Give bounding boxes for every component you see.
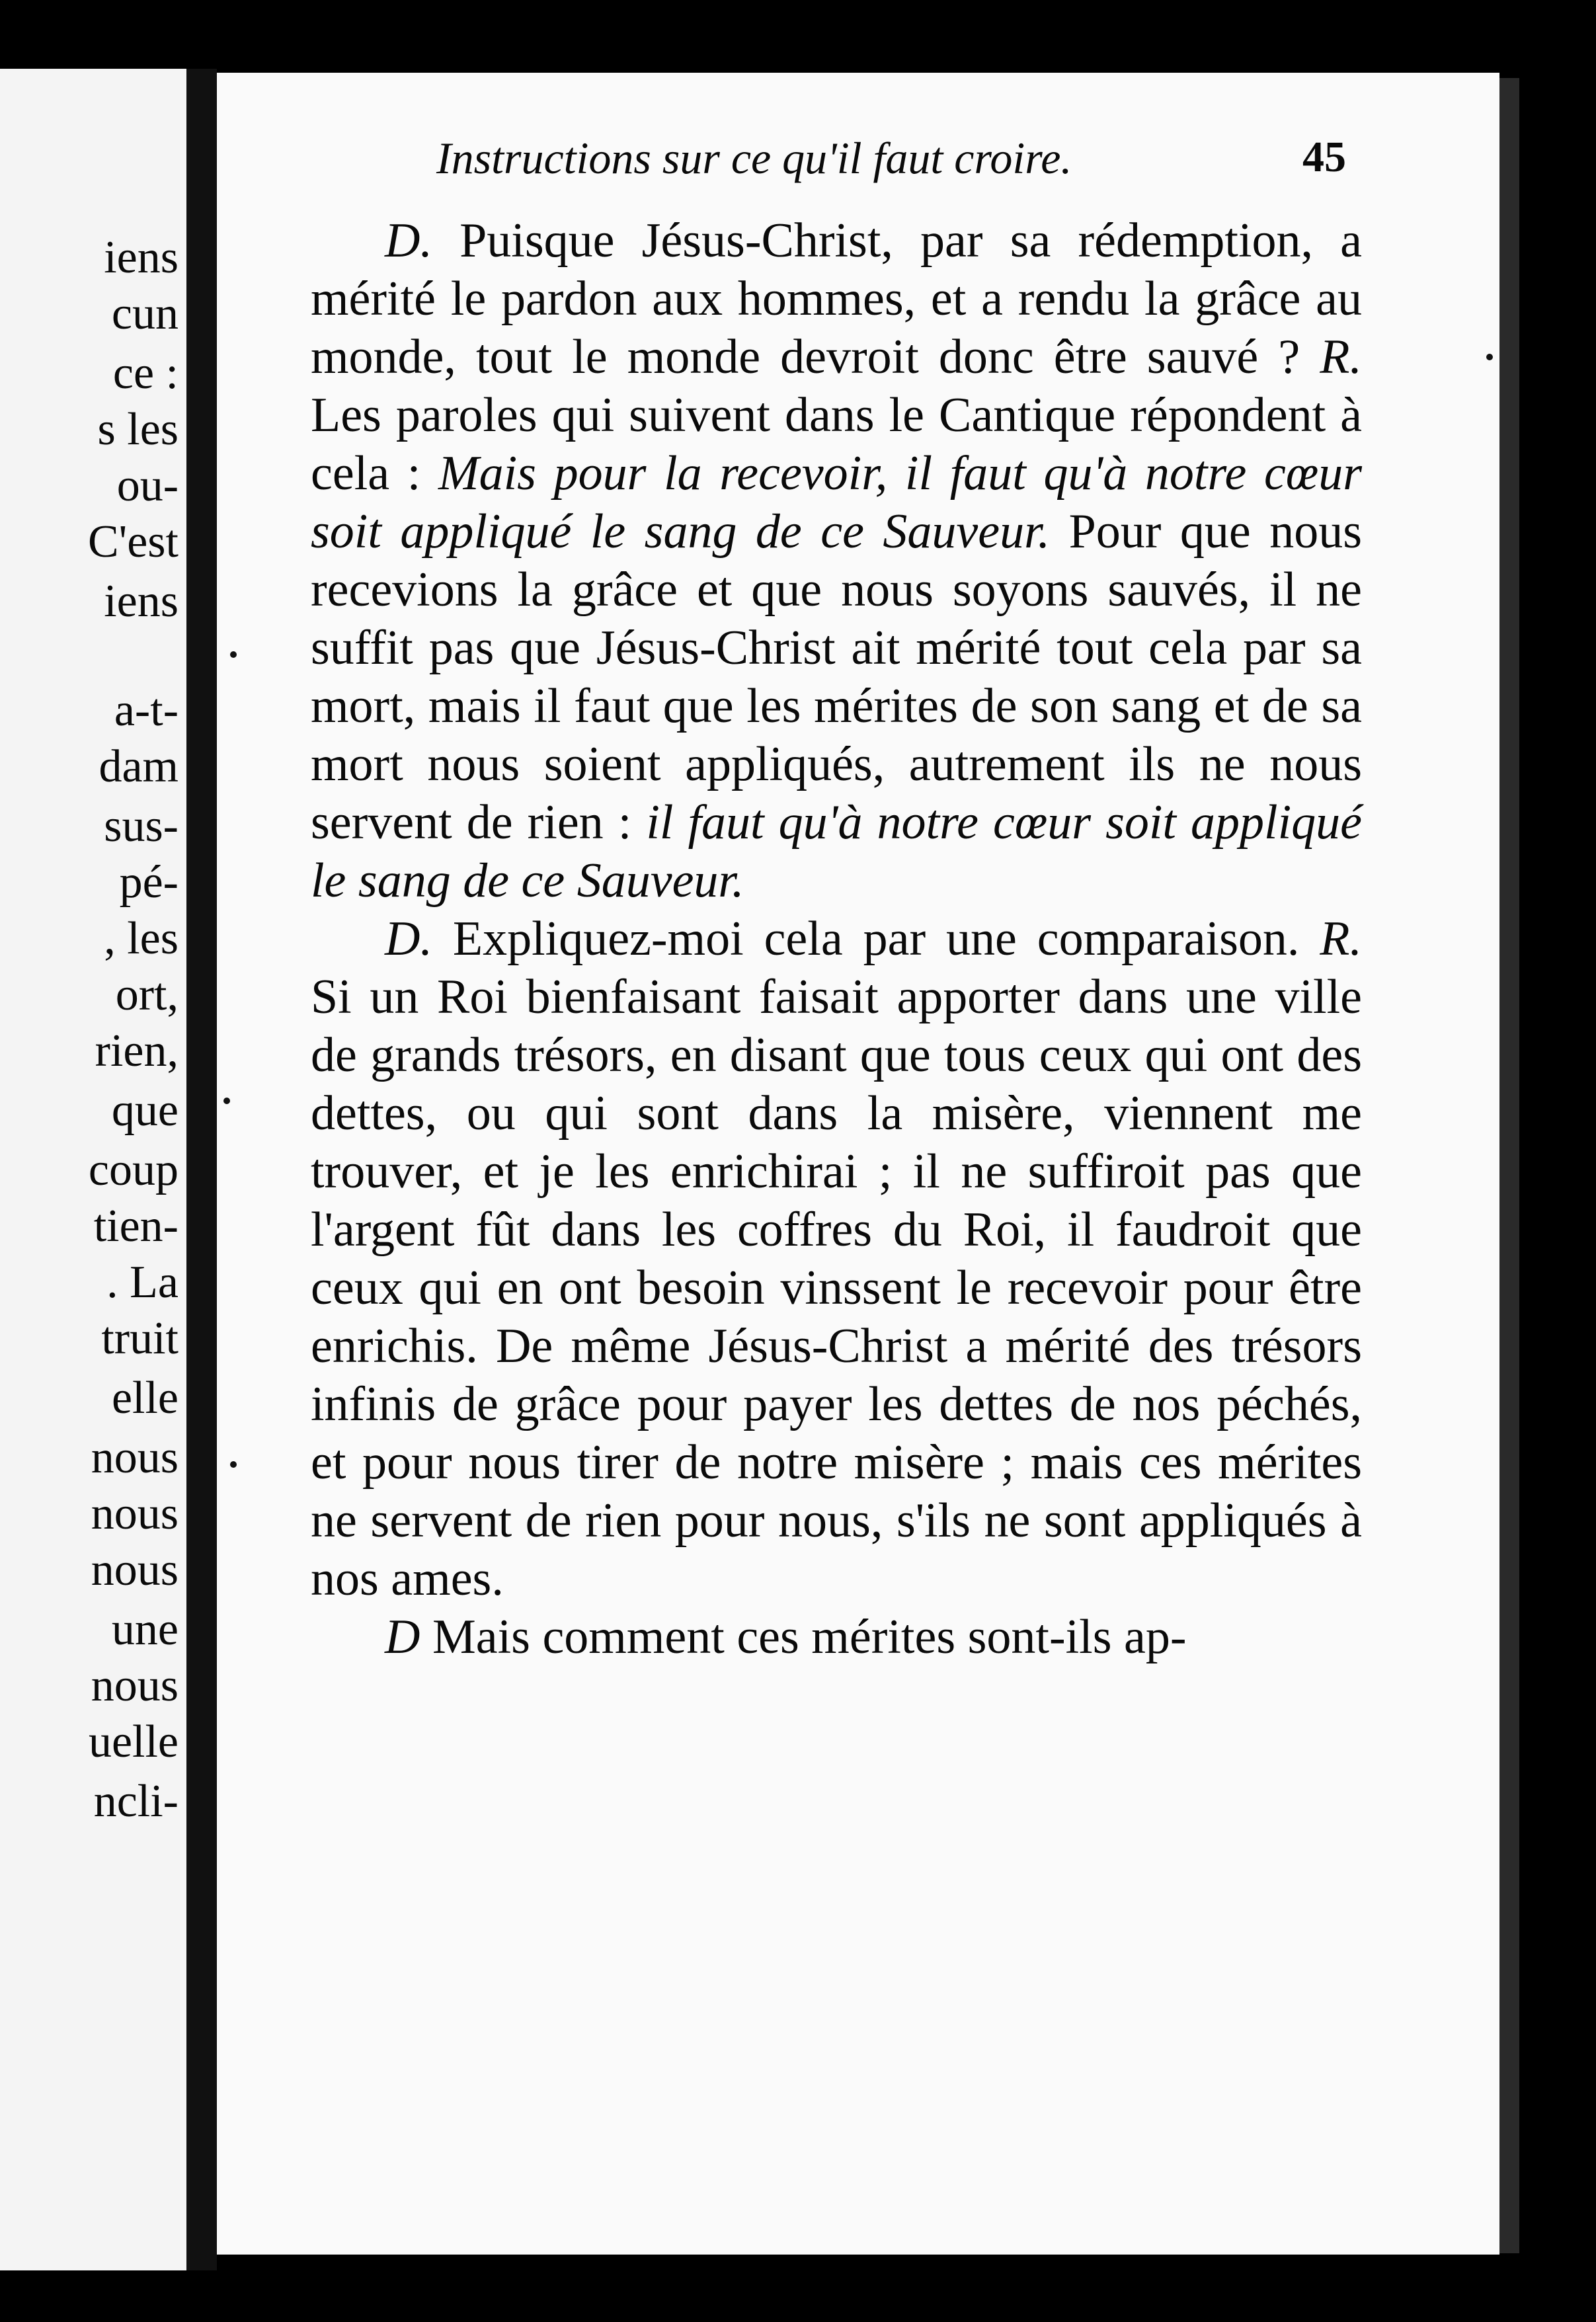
- answer-marker: R.: [1320, 330, 1362, 384]
- page-number: 45: [1302, 133, 1346, 181]
- left-page-fragment-line: a-t-: [114, 685, 179, 736]
- left-page-fragment-line: nous: [91, 1488, 179, 1539]
- question-marker: D.: [385, 214, 432, 268]
- left-page-fragment-line: . La: [106, 1257, 179, 1308]
- answer-quote: Mais pour la recevoir, il faut qu'à notre cœur soit appliqué le sang de ce Sauveur.: [311, 446, 1363, 559]
- left-page-fragment-line: tien-: [93, 1201, 179, 1252]
- question-marker: D.: [385, 912, 432, 966]
- answer-text: Si un Roi bienfaisant faisait apporter dans une ville de grands trésors, en disant que tous ceux qui ont des dettes, ou qui sont dans la misère, viennent me trouver, et je les enrichirai ; il ne suffiroit pas que l'argent fût dans les coffres du Roi, il faudroit que ceux qui en ont besoin vinssent le recevoir pour être enrichis. De même Jésus-Christ a mérité des trésors infinis de grâce pour payer les dettes de nos péchés, et pour nous tirer de notre misère ; mais ces mérites ne servent de rien pour nous, s'ils ne sont appliqués à nos ames.: [311, 970, 1362, 1606]
- left-page-fragment-line: une: [111, 1604, 179, 1655]
- left-page-fragment-line: cun: [111, 288, 179, 339]
- margin-speck: [1486, 354, 1493, 360]
- question-text: Mais comment ces mérites sont-ils ap-: [420, 1610, 1187, 1664]
- left-page-fragment-line: C'est: [87, 516, 179, 567]
- left-page-fragment-line: ort,: [115, 969, 179, 1020]
- answer-text: Les paroles qui suivent dans le Cantique répondent à cela :: [311, 388, 1362, 500]
- question-text: Expliquez-moi cela par une comparaison.: [432, 912, 1320, 966]
- left-page-fragment-line: , les: [104, 913, 179, 964]
- left-page-fragment-line: nous: [91, 1660, 179, 1711]
- left-page-fragment-line: nous: [91, 1544, 179, 1595]
- left-page-fragment-line: s les: [97, 404, 179, 455]
- left-page-fragment-line: uelle: [88, 1716, 179, 1767]
- left-page-fragment-line: pé-: [119, 857, 179, 908]
- page-edge-shadow: [1499, 78, 1519, 2253]
- page-body: [311, 212, 1362, 1666]
- page-header: [436, 132, 1369, 192]
- paragraph-2: [311, 910, 1362, 1608]
- answer-text-continued: Pour que nous recevions la grâce et que nous soyons sauvés, il ne suffit pas que Jésus-Christ ait mérité tout cela par sa mort, mais il faut que les mérites de son sang et de sa mort nous soient appliqués, autrement ils ne nous servent de rien :: [311, 504, 1362, 850]
- paragraph-3: [311, 1608, 1362, 1666]
- left-page-fragment-line: iens: [104, 576, 179, 627]
- left-page-fragment-line: truit: [101, 1313, 179, 1364]
- book-gutter: [186, 69, 217, 2270]
- left-page-fragment-line: rien,: [95, 1025, 179, 1076]
- margin-speck: [230, 651, 237, 658]
- left-page-fragment-line: iens: [104, 232, 179, 283]
- left-page-fragment: [0, 69, 186, 2270]
- left-page-fragment-line: ce :: [112, 348, 179, 399]
- paragraph-1: [311, 212, 1362, 910]
- margin-speck: [223, 1098, 230, 1104]
- left-page-fragment-line: ncli-: [93, 1776, 179, 1827]
- left-page-fragment-line: que: [111, 1085, 179, 1136]
- left-page-fragment-line: ou-: [116, 460, 179, 511]
- answer-quote-repeat: il faut qu'à notre cœur soit appliqué le sang de ce Sauveur.: [311, 795, 1363, 908]
- question-text: Puisque Jésus-Christ, par sa rédemption, a mérité le pardon aux hommes, et a rendu la grâce au monde, tout le monde devroit donc être sauvé ?: [311, 214, 1362, 384]
- left-page-fragment-line: dam: [99, 741, 179, 792]
- left-page-fragment-line: sus-: [104, 801, 179, 852]
- left-page-fragment-line: elle: [111, 1373, 179, 1423]
- left-page-fragment-line: nous: [91, 1432, 179, 1483]
- answer-marker: R.: [1320, 912, 1362, 966]
- margin-speck: [230, 1461, 237, 1468]
- left-page-fragment-line: coup: [88, 1144, 179, 1195]
- running-title: Instructions sur ce qu'il faut croire.: [436, 133, 1072, 183]
- question-marker: D: [385, 1610, 420, 1664]
